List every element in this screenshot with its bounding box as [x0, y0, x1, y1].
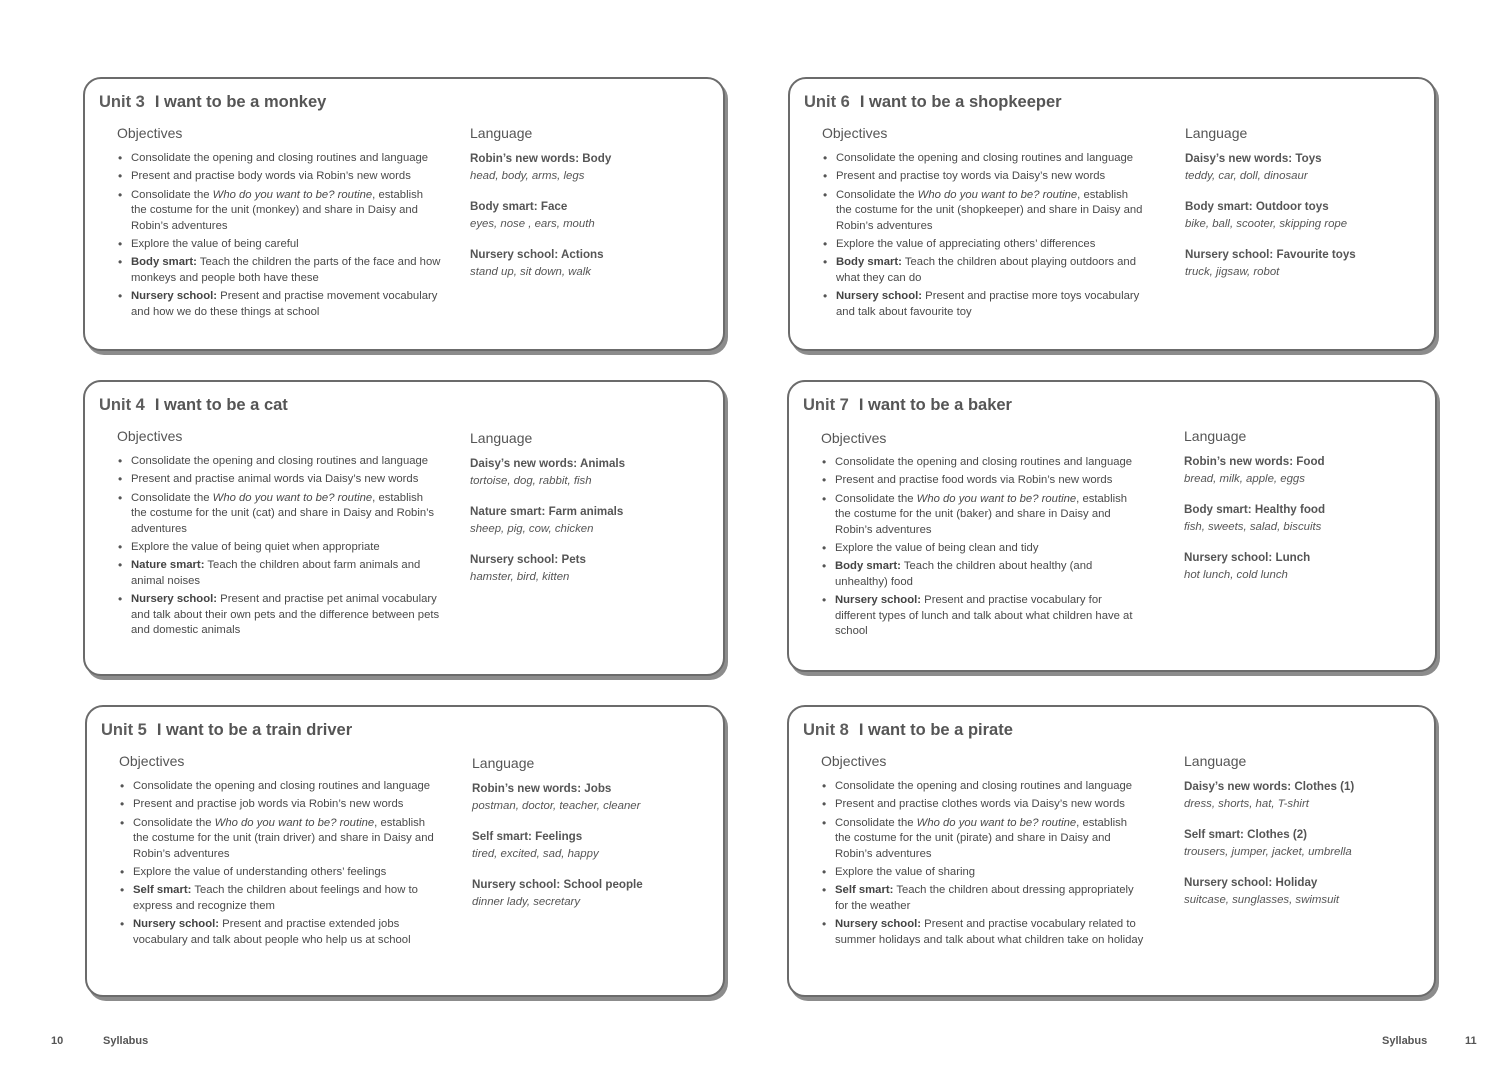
unit-name: I want to be a pirate	[858, 721, 1013, 739]
language-label: Nursery school: Favourite toys	[1185, 248, 1356, 261]
objective-item	[835, 559, 1145, 590]
objective-item	[133, 865, 443, 880]
unit-title	[803, 721, 1013, 740]
language-item	[470, 247, 690, 281]
language-item	[1184, 550, 1404, 584]
objective-text: Present and practise body words via Robin’s new words	[131, 170, 411, 183]
objective-text: Present and practise job words via Robin’s new words	[133, 798, 404, 811]
language-label: Nursery school: Actions	[470, 248, 604, 261]
language-heading: Language	[470, 430, 533, 446]
language-item	[470, 552, 690, 586]
objective-text: Teach the children about feelings and how to express and recognize them	[133, 884, 418, 912]
objective-item	[133, 779, 443, 794]
objective-text: Consolidate the opening and closing routines and language	[131, 455, 429, 467]
unit-7-card	[787, 380, 1437, 672]
objective-text: Present and practise food words via Robin’s new words	[835, 474, 1113, 487]
language-heading: Language	[470, 125, 533, 141]
objective-text: Present and practise extended jobs vocabulary and talk about people who help us at school	[133, 918, 411, 946]
objective-item	[131, 237, 441, 252]
language-words: tortoise, dog, rabbit, fish	[470, 475, 592, 487]
objective-text: , establish the costume for the unit (train driver) and share in Daisy and Robin’s adventures	[133, 816, 434, 860]
language-words: suitcase, sunglasses, swimsuit	[1184, 894, 1340, 906]
unit-6-card	[788, 77, 1436, 351]
objective-text: Present and practise more toys vocabulary and talk about favourite toy	[836, 290, 1140, 318]
objective-text: Consolidate the	[131, 188, 213, 201]
objective-text: Present and practise clothes words via Daisy’s new words	[835, 798, 1125, 811]
language-words: sheep, pig, cow, chicken	[470, 523, 594, 535]
objective-text: Consolidate the opening and closing routines and language	[836, 152, 1134, 164]
objective-item	[131, 472, 441, 487]
objectives-list	[835, 779, 1145, 951]
page-number-left: 10	[51, 1035, 64, 1047]
objective-text: Explore the value of sharing	[835, 866, 976, 879]
language-item	[1185, 247, 1405, 281]
objectives-heading: Objectives	[117, 125, 183, 141]
footer-label-right: Syllabus	[1382, 1035, 1428, 1047]
language-item	[470, 504, 690, 538]
objective-italic-text: Who do you want to be? routine	[917, 188, 1078, 201]
language-words: bread, milk, apple, eggs	[1184, 473, 1305, 485]
language-words: tired, excited, sad, happy	[472, 848, 599, 860]
objective-heading-text: Body smart:	[835, 560, 901, 573]
language-item	[1184, 827, 1404, 861]
unit-number: Unit 3	[99, 93, 145, 111]
language-item	[1184, 875, 1404, 909]
objective-text: Present and practise pet animal vocabulary and talk about their own pets and the difference between pets and domestic animals	[131, 593, 440, 637]
language-label: Nursery school: Holiday	[1184, 876, 1318, 889]
objective-italic-text: Who do you want to be? routine	[916, 816, 1077, 829]
language-label: Self smart: Clothes (2)	[1184, 828, 1308, 841]
language-label: Daisy’s new words: Toys	[1185, 152, 1322, 165]
objectives-list	[836, 151, 1146, 323]
objective-item	[131, 169, 441, 184]
objective-text: , establish the costume for the unit (cat) and share in Daisy and Robin’s adventures	[131, 491, 435, 535]
objective-text: Consolidate the opening and closing routines and language	[835, 456, 1133, 468]
language-label: Daisy’s new words: Clothes (1)	[1184, 780, 1355, 793]
language-words: truck, jigsaw, robot	[1185, 266, 1280, 278]
objective-italic-text: Who do you want to be? routine	[212, 491, 373, 504]
objective-item	[835, 455, 1145, 470]
unit-title	[99, 396, 288, 415]
objective-text: Explore the value of being quiet when appropriate	[131, 541, 380, 554]
objective-item	[131, 454, 441, 469]
page-number-right: 11	[1465, 1035, 1477, 1047]
language-heading: Language	[472, 755, 535, 771]
unit-number: Unit 5	[101, 721, 147, 739]
unit-name: I want to be a cat	[154, 396, 288, 414]
language-words: stand up, sit down, walk	[470, 266, 591, 278]
objective-item	[836, 169, 1146, 184]
unit-name: I want to be a baker	[858, 396, 1012, 414]
unit-number: Unit 6	[804, 93, 850, 111]
objectives-list	[131, 151, 441, 323]
objective-text: , establish the costume for the unit (baker) and share in Daisy and Robin’s adventures	[835, 492, 1128, 536]
objective-item	[835, 797, 1145, 812]
objective-item	[133, 883, 443, 914]
language-item	[472, 829, 692, 863]
unit-4-card	[83, 380, 725, 676]
language-item	[1184, 779, 1404, 813]
objective-item	[836, 151, 1146, 166]
objective-heading-text: Nursery school:	[835, 918, 922, 931]
language-label: Body smart: Face	[470, 200, 568, 213]
language-label: Nursery school: School people	[472, 878, 643, 891]
unit-title	[99, 93, 326, 112]
language-words: bike, ball, scooter, skipping rope	[1185, 218, 1348, 230]
objective-item	[835, 865, 1145, 880]
objective-italic-text: Who do you want to be? routine	[212, 188, 373, 201]
objective-item	[835, 473, 1145, 488]
objective-text: Consolidate the opening and closing routines and language	[133, 780, 431, 792]
objective-item	[835, 816, 1145, 862]
objective-heading-text: Nature smart:	[131, 559, 205, 572]
objective-heading-text: Self smart:	[133, 884, 192, 897]
language-words: hamster, bird, kitten	[470, 571, 570, 583]
objective-heading-text: Nursery school:	[835, 594, 922, 607]
language-heading: Language	[1185, 125, 1248, 141]
language-words: hot lunch, cold lunch	[1184, 569, 1288, 581]
objective-text: Consolidate the opening and closing routines and language	[835, 780, 1133, 792]
language-words: fish, sweets, salad, biscuits	[1184, 521, 1322, 533]
objective-text: , establish the costume for the unit (monkey) and share in Daisy and Robin’s adventures	[131, 188, 424, 232]
objective-heading-text: Self smart:	[835, 884, 894, 897]
unit-number: Unit 8	[803, 721, 849, 739]
language-item	[470, 151, 690, 185]
unit-name: I want to be a shopkeeper	[859, 93, 1062, 111]
language-label: Robin’s new words: Body	[470, 152, 612, 165]
objective-text: Present and practise animal words via Daisy’s new words	[131, 473, 419, 486]
objective-text: Consolidate the	[133, 816, 215, 829]
objectives-heading: Objectives	[822, 125, 888, 141]
objective-text: Teach the children about farm animals and animal noises	[131, 559, 421, 587]
objectives-heading: Objectives	[117, 428, 183, 444]
objective-item	[131, 592, 441, 638]
objective-text: , establish the costume for the unit (shopkeeper) and share in Daisy and Robin’s adventures	[836, 188, 1143, 232]
language-label: Nursery school: Lunch	[1184, 551, 1311, 564]
objective-italic-text: Who do you want to be? routine	[214, 816, 375, 829]
unit-name: I want to be a monkey	[154, 93, 327, 111]
objective-text: Teach the children the parts of the face and how monkeys and people both have these	[131, 256, 441, 284]
objective-item	[835, 917, 1145, 948]
objective-heading-text: Nursery school:	[131, 290, 218, 303]
unit-title	[803, 396, 1012, 415]
language-label: Nature smart: Farm animals	[470, 505, 624, 518]
objective-item	[836, 188, 1146, 234]
objective-text: Explore the value of being clean and tidy	[835, 542, 1039, 555]
language-words: teddy, car, doll, dinosaur	[1185, 170, 1308, 182]
objective-heading-text: Nursery school:	[836, 290, 923, 303]
objective-item	[133, 797, 443, 812]
objective-item	[131, 188, 441, 234]
language-label: Body smart: Outdoor toys	[1185, 200, 1329, 213]
language-item	[1185, 199, 1405, 233]
objective-heading-text: Body smart:	[836, 256, 902, 269]
objective-item	[835, 541, 1145, 556]
language-item	[470, 456, 690, 490]
objective-text: Teach the children about healthy (and unhealthy) food	[835, 560, 1093, 588]
objective-heading-text: Body smart:	[131, 256, 197, 269]
language-label: Body smart: Healthy food	[1184, 503, 1326, 516]
objective-text: Explore the value of being careful	[131, 238, 299, 251]
language-label: Robin’s new words: Jobs	[472, 782, 612, 795]
language-item	[472, 877, 692, 911]
objective-item	[835, 779, 1145, 794]
objective-heading-text: Nursery school:	[133, 918, 220, 931]
objective-text: Consolidate the	[836, 188, 918, 201]
objective-item	[131, 289, 441, 320]
language-item	[1184, 502, 1404, 536]
objectives-heading: Objectives	[119, 753, 185, 769]
objectives-list	[835, 455, 1145, 642]
objective-item	[835, 593, 1145, 639]
objective-item	[836, 237, 1146, 252]
objective-item	[133, 816, 443, 862]
objective-item	[131, 151, 441, 166]
language-words: dress, shorts, hat, T-shirt	[1184, 798, 1309, 810]
objective-text: Present and practise movement vocabulary and how we do these things at school	[131, 290, 438, 318]
language-heading: Language	[1184, 753, 1247, 769]
unit-title	[101, 721, 352, 740]
objective-text: Consolidate the	[835, 492, 917, 505]
language-words: head, body, arms, legs	[470, 170, 585, 182]
language-label: Self smart: Feelings	[472, 830, 583, 843]
objective-item	[131, 558, 441, 589]
objective-text: Consolidate the opening and closing routines and language	[131, 152, 429, 164]
objective-italic-text: Who do you want to be? routine	[916, 492, 1077, 505]
unit-name: I want to be a train driver	[156, 721, 353, 739]
language-heading: Language	[1184, 428, 1247, 444]
language-item	[470, 199, 690, 233]
objectives-list	[131, 454, 441, 641]
language-item	[1184, 454, 1404, 488]
unit-title	[804, 93, 1062, 112]
unit-5-card	[85, 705, 725, 997]
objective-text: Consolidate the	[131, 491, 213, 504]
objective-item	[836, 255, 1146, 286]
objective-text: Consolidate the	[835, 816, 917, 829]
objectives-heading: Objectives	[821, 430, 887, 446]
language-words: postman, doctor, teacher, cleaner	[472, 800, 641, 812]
footer-label-left: Syllabus	[103, 1035, 149, 1047]
objectives-heading: Objectives	[821, 753, 887, 769]
language-label: Robin’s new words: Food	[1184, 455, 1325, 468]
objectives-list	[133, 779, 443, 951]
objective-heading-text: Nursery school:	[131, 593, 218, 606]
language-words: trousers, jumper, jacket, umbrella	[1184, 846, 1352, 858]
objective-text: Teach the children about dressing appropriately for the weather	[835, 884, 1134, 912]
unit-number: Unit 4	[99, 396, 145, 414]
objective-item	[835, 883, 1145, 914]
language-words: dinner lady, secretary	[472, 896, 581, 908]
objective-text: Present and practise vocabulary for different types of lunch and talk about what children have at school	[835, 594, 1133, 638]
unit-3-card	[83, 77, 725, 351]
unit-number: Unit 7	[803, 396, 849, 414]
language-label: Daisy’s new words: Animals	[470, 457, 626, 470]
language-item	[1185, 151, 1405, 185]
language-words: eyes, nose , ears, mouth	[470, 218, 595, 230]
objective-text: Present and practise toy words via Daisy’s new words	[836, 170, 1106, 183]
objective-text: Present and practise vocabulary related to summer holidays and talk about what children take on holiday	[835, 918, 1144, 946]
objective-item	[133, 917, 443, 948]
objective-item	[131, 255, 441, 286]
language-label: Nursery school: Pets	[470, 553, 586, 566]
objective-item	[131, 491, 441, 537]
objective-text: Teach the children about playing outdoors and what they can do	[836, 256, 1136, 284]
language-item	[472, 781, 692, 815]
objective-item	[835, 492, 1145, 538]
objective-text: Explore the value of appreciating others’ differences	[836, 238, 1096, 251]
objective-text: Explore the value of understanding others’ feelings	[133, 866, 387, 879]
objective-item	[131, 540, 441, 555]
objective-text: , establish the costume for the unit (pirate) and share in Daisy and Robin’s adventures	[835, 816, 1128, 860]
objective-item	[836, 289, 1146, 320]
unit-8-card	[787, 705, 1436, 997]
